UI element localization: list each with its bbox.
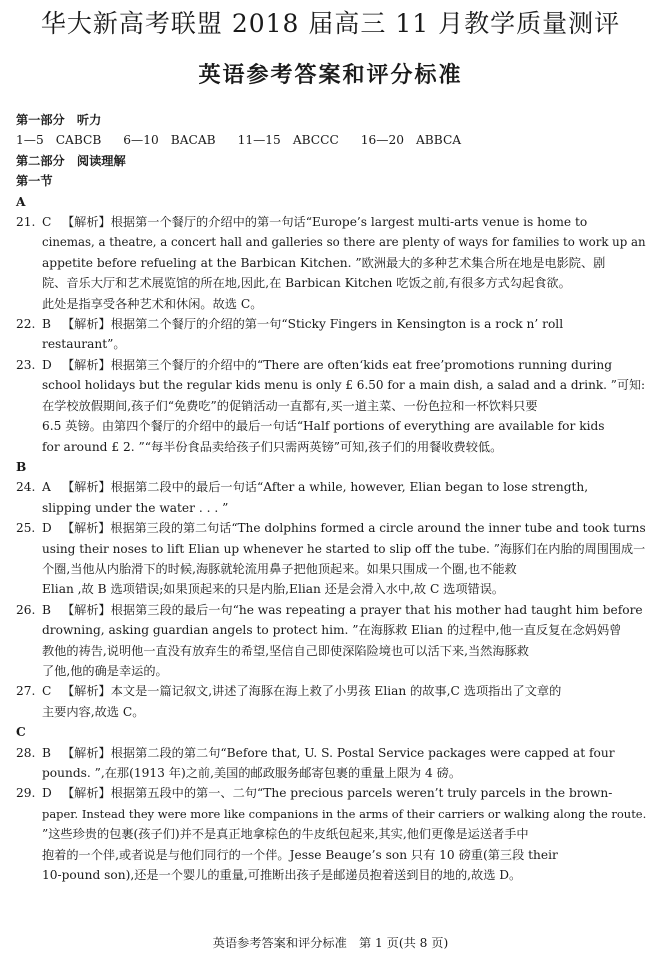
explanation-line: paper. Instead they were more like companions in the arms of their carriers or walking along the route. <box>42 806 647 821</box>
explanation-line: using their noses to lift Elian up whenever he started to slip off the tube. ”海豚们在内胎的周围围成一 <box>42 541 646 556</box>
question-number: 27. <box>16 684 36 699</box>
answer-choice: B <box>42 317 51 332</box>
explanation-line: 教他的祷告,说明他一直没有放弃生的希望,坚信自己即使深陷险境也可以活下来,当然海豚救 <box>42 643 529 658</box>
explanation-line: restaurant”。 <box>42 337 126 352</box>
explanation-line: 【解析】根据第三段的最后一句“he was repeating a prayer that his mother had taught him before <box>62 602 643 617</box>
explanation-line: 【解析】根据第二段的第二句“Before that, U. S. Postal Service packages were capped at four <box>62 745 615 760</box>
answer-choice: A <box>42 480 51 495</box>
answer-choice: C <box>42 684 52 699</box>
explanation-line: 个圈,当他从内胎滑下的时候,海豚就轮流用鼻子把他顶起来。如果只围成一个圈,也不能救 <box>42 561 517 576</box>
explanation-line: 在学校放假期间,孩子们“免费吃”的促销活动一直都有,买一道主菜、一份色拉和一杯饮料只要 <box>42 398 538 413</box>
answer-range: 6—10 <box>123 133 159 148</box>
explanation-line: 主要内容,故选 C。 <box>42 704 145 719</box>
explanation-line: 【解析】根据第二个餐厅的介绍的第一句“Sticky Fingers in Kensington is a rock n’ roll <box>62 317 564 332</box>
document-subtitle: 英语参考答案和评分标准 <box>198 62 463 88</box>
answer-range: 16—20 <box>360 133 404 148</box>
answer-key: ABBCA <box>416 133 462 148</box>
passage-label: C <box>16 725 26 740</box>
answer-choice: B <box>42 602 51 617</box>
answer-item <box>16 212 648 314</box>
question-number: 25. <box>16 521 36 536</box>
explanation-line: 【解析】根据第三个餐厅的介绍中的“There are often‘kids eat free’promotions running during <box>62 357 613 372</box>
answer-item <box>16 681 648 722</box>
explanation-line: 此处是指享受各种艺术和休闲。故选 C。 <box>42 296 263 311</box>
explanation-line: cinemas, a theatre, a concert hall and galleries so there are plenty of ways for families to work up an <box>42 235 646 250</box>
question-number: 24. <box>16 480 36 495</box>
explanation-line: 6.5 英镑。由第四个餐厅的介绍中的最后一句话“Half portions of everything are available for kids <box>42 419 605 434</box>
section-heading: 第一节 <box>16 174 53 189</box>
explanation-line: appetite before refueling at the Barbican Kitchen. ”欧洲最大的多种艺术集合所在地是电影院、剧 <box>42 255 606 270</box>
answer-item <box>16 477 648 518</box>
answer-key: ABCCC <box>292 133 339 148</box>
answer-item <box>16 314 648 355</box>
answer-item <box>16 783 648 885</box>
passage-label: A <box>16 194 26 209</box>
explanation-line: for around £ 2. ”“每半份食品卖给孩子们只需两英镑”可知,孩子们的用餐收费较低。 <box>42 439 503 454</box>
explanation-line: 【解析】根据第二段中的最后一句话“After a while, however, Elian began to lose strength, <box>62 480 589 495</box>
explanation-line: 【解析】根据第五段中的第一、二句“The precious parcels weren’t truly parcels in the brown- <box>62 786 613 801</box>
answer-choice: B <box>42 745 51 760</box>
explanation-line: drowning, asking guardian angels to protect him. ”在海豚救 Elian 的过程中,他一直反复在念妈妈曾 <box>42 623 622 638</box>
answer-key: CABCB <box>55 133 102 148</box>
answer-content <box>16 110 648 885</box>
listening-answers <box>16 130 648 150</box>
answer-range: 11—15 <box>237 133 281 148</box>
answer-choice: D <box>42 786 52 801</box>
part2-heading: 第二部分 阅读理解 <box>16 153 126 168</box>
explanation-line: slipping under the water . . . ” <box>42 500 229 515</box>
page-footer: 英语参考答案和评分标准 第 1 页(共 8 页) <box>212 936 449 950</box>
explanation-line: 抱着的一个伴,或者说是与他们同行的一个伴。Jesse Beauge’s son 只有 10 磅重(第三段 their <box>42 847 558 862</box>
document-title: 华大新高考联盟 2018 届高三 11 月教学质量测评 <box>40 9 621 38</box>
explanation-line: school holidays but the regular kids menu is only £ 6.50 for a main dish, a salad and a drink. ”可知: <box>42 378 646 393</box>
answer-range: 1—5 <box>16 133 44 148</box>
question-number: 22. <box>16 317 36 332</box>
explanation-line: Elian ,故 B 选项错误;如果顶起来的只是内胎,Elian 还是会滑入水中,故 C 选项错误。 <box>42 582 505 597</box>
answer-choice: D <box>42 357 52 372</box>
explanation-line: ”这些珍贵的包裹(孩子们)并不是真正地拿棕色的牛皮纸包起来,其实,他们更像是运送者手中 <box>42 827 529 842</box>
answer-item <box>16 743 648 784</box>
question-number: 29. <box>16 786 36 801</box>
answer-item <box>16 355 648 457</box>
answer-item <box>16 600 648 682</box>
question-number: 23. <box>16 357 36 372</box>
answer-choice: D <box>42 521 52 536</box>
question-number: 28. <box>16 745 36 760</box>
answer-choice: C <box>42 215 52 230</box>
explanation-line: 10-pound son),还是一个婴儿的重量,可推断出孩子是邮递员抱着送到目的地的,故选 D。 <box>42 868 522 883</box>
explanation-line: 【解析】根据第一个餐厅的介绍中的第一句话“Europe’s largest multi-arts venue is home to <box>62 215 588 230</box>
answer-item <box>16 518 648 600</box>
answer-key: BACAB <box>170 133 216 148</box>
question-number: 21. <box>16 215 36 230</box>
explanation-line: 院、音乐大厅和艺术展览馆的所在地,因此,在 Barbican Kitchen 吃饭之前,有很多方式勾起食欲。 <box>42 276 571 291</box>
passage-label: B <box>16 459 27 474</box>
part1-heading: 第一部分 听力 <box>16 113 102 127</box>
explanation-line: pounds. ”,在那(1913 年)之前,美国的邮政服务邮寄包裹的重量上限为 4 磅。 <box>42 766 462 780</box>
explanation-line: 了他,他的确是幸运的。 <box>42 663 168 678</box>
question-number: 26. <box>16 602 36 617</box>
explanation-line: 【解析】本文是一篇记叙文,讲述了海豚在海上救了小男孩 Elian 的故事,C 选项指出了文章的 <box>62 684 562 699</box>
reading-blocks <box>16 192 648 886</box>
explanation-line: 【解析】根据第三段的第二句话“The dolphins formed a circle around the inner tube and took turns <box>62 521 646 536</box>
